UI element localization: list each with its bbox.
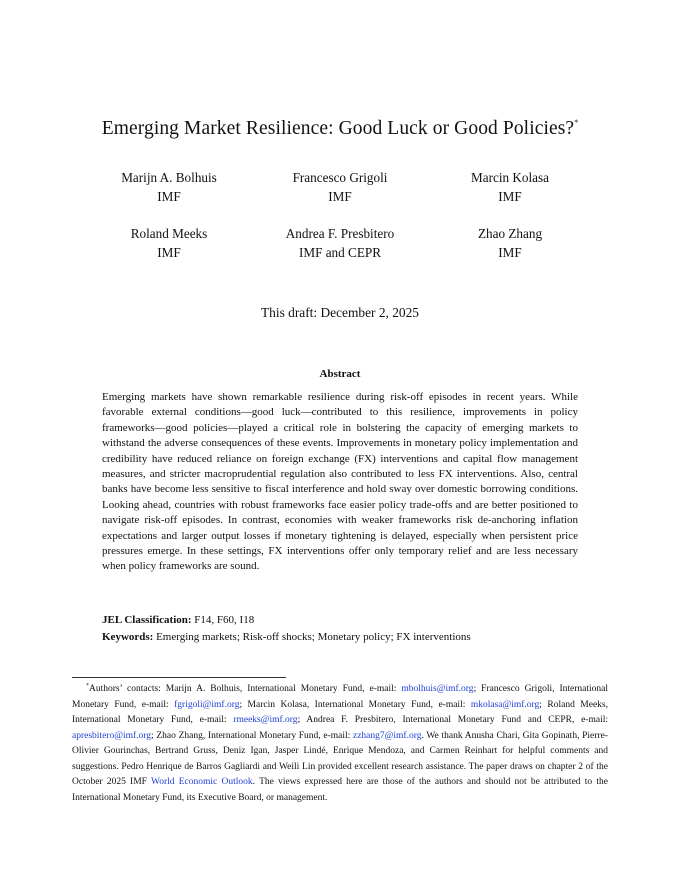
email-link[interactable]: mkolasa@imf.org <box>470 699 540 710</box>
email-link[interactable]: zzhang7@imf.org <box>352 730 422 741</box>
footnote-text: Authors’ contacts: Marijn A. Bolhuis, International Monetary Fund, e-mail: <box>89 684 402 694</box>
author-affiliation: IMF <box>498 245 522 260</box>
footnote-mark: * <box>86 683 89 689</box>
author-block <box>84 224 254 262</box>
author-affiliation: IMF and CEPR <box>298 245 382 260</box>
footnote-rule <box>72 677 286 678</box>
footnote-text: ; Zhao Zhang, International Monetary Fund, e-mail: <box>151 730 353 741</box>
footnote <box>72 679 608 806</box>
footnote-text: . The views expressed here are those of the authors and should not be attributed to the International Monetary Fund, its Executive Board, or management. <box>72 777 608 803</box>
author-name: Andrea F. Presbitero <box>285 226 395 241</box>
footnote-text: ; Andrea F. Presbitero, International Monetary Fund and CEPR, e-mail: <box>297 715 608 725</box>
author-name: Roland Meeks <box>130 226 208 241</box>
title-footnote-mark: * <box>574 118 579 127</box>
email-link[interactable]: apresbitero@imf.org <box>72 730 152 741</box>
author-block <box>425 168 595 206</box>
keywords-label: Keywords: <box>102 631 154 643</box>
footnote-text: . We thank Anusha Chari, Gita Gopinath, Pierre-Olivier Gourinchas, Bertrand Gruss, Deniz Igan, Jasper Lindé, Enrique Mendoza, and Carmen Reinhart for helpful comments and suggestions. Pedro Henrique de Barros Gagliardi and Weili Lin provided excellent research assistance. The paper draws on chapter 2 of the October 2025 IMF <box>72 730 608 787</box>
email-link[interactable]: fgrigoli@imf.org <box>174 699 240 710</box>
author-affiliation: IMF <box>157 245 181 260</box>
author-affiliation: IMF <box>498 189 522 204</box>
abstract-heading: Abstract <box>319 368 361 380</box>
footnote-text: ; Marcin Kolasa, International Monetary Fund, e-mail: <box>239 699 471 710</box>
author-name: Marijn A. Bolhuis <box>121 170 217 185</box>
author-block <box>255 168 425 206</box>
jel-label: JEL Classification: <box>102 614 192 626</box>
email-link[interactable]: rmeeks@imf.org <box>233 715 298 725</box>
draft-date: This draft: December 2, 2025 <box>260 305 420 320</box>
email-link[interactable]: mbolhuis@imf.org <box>401 684 474 694</box>
author-affiliation: IMF <box>157 189 181 204</box>
author-block <box>425 224 595 262</box>
abstract-text: Emerging markets have shown remarkable resilience during risk-off episodes in recent years. While favorable external conditions—good luck—contributed to this resilience, improvements in policy frameworks—good policies—played a critical role in bolstering the capacity of emerging markets to withstand the adverse consequences of these events. Improvements in monetary policy implementation and credibility have reduced reliance on foreign exchange (FX) interventions and capital flow management measures, and stricter macroprudential regulation also contributed to less FX interventions. Also, central banks have become less sensitive to fiscal interference and hold sway over domestic borrowing conditions. Looking ahead, countries with robust frameworks face easier policy trade-offs and are better positioned to navigate risk-off episodes. In contrast, economies with weaker frameworks risk de-anchoring inflation expectations and larger output losses if monetary tightening is delayed, especially when persistent price pressures emerge. In these settings, FX interventions offer only temporary relief and are less necessary when policy frameworks are sound. <box>102 391 578 573</box>
weo-link[interactable]: World Economic Outlook <box>151 777 253 787</box>
author-name: Zhao Zhang <box>477 226 543 241</box>
paper-title <box>0 118 680 140</box>
author-name: Francesco Grigoli <box>292 170 388 185</box>
author-block <box>255 224 425 262</box>
jel-value: F14, F60, I18 <box>194 614 255 626</box>
jel-classification <box>102 614 578 626</box>
footnote-text: ; Roland Meeks, International Monetary Fund, e-mail: <box>72 699 608 725</box>
author-name: Marcin Kolasa <box>471 170 549 185</box>
author-block <box>84 168 254 206</box>
author-affiliation: IMF <box>328 189 352 204</box>
keywords <box>102 631 578 643</box>
paper-title-text: Emerging Market Resilience: Good Luck or Good Policies? <box>101 118 575 139</box>
footnote-text: ; Francesco Grigoli, International Monetary Fund, e-mail: <box>72 684 608 710</box>
keywords-value: Emerging markets; Risk-off shocks; Monetary policy; FX interventions <box>156 631 471 643</box>
